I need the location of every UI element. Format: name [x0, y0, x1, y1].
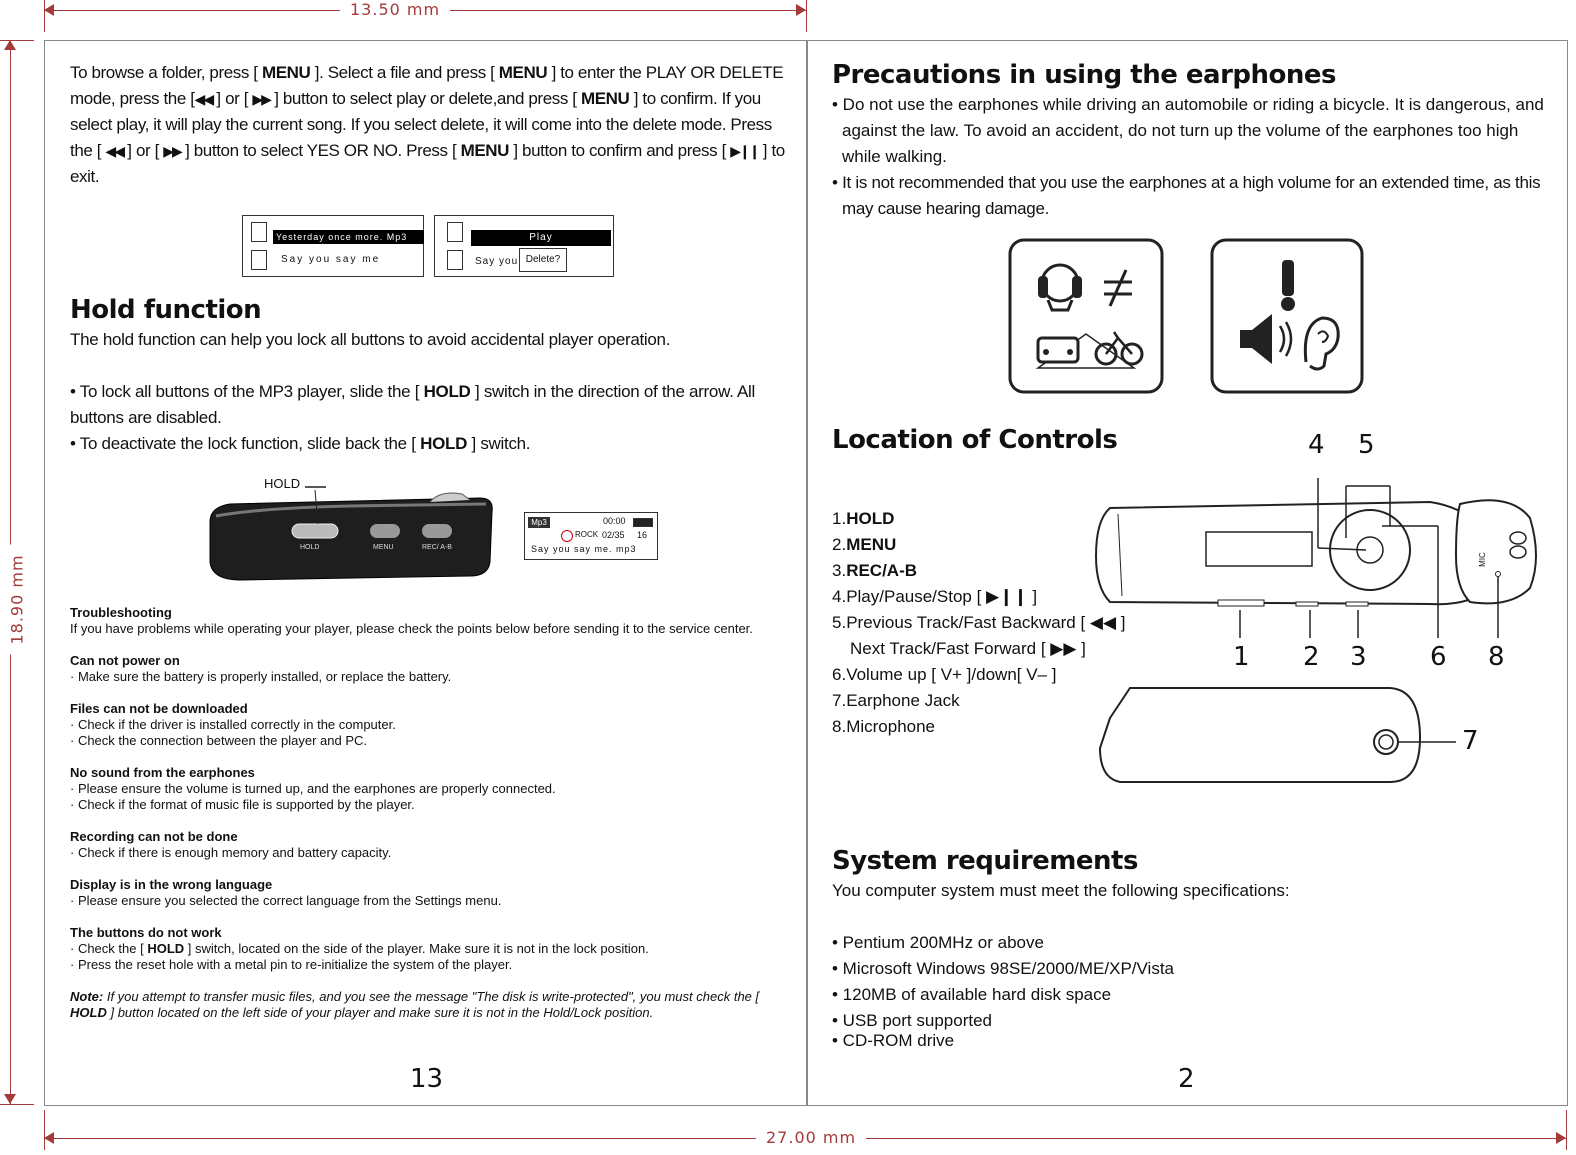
dim-tick: [806, 0, 807, 32]
lcd-screen-locked: [524, 512, 658, 560]
hold-bullet-lock: • To lock all buttons of the MP3 player, slide the [ HOLD ] switch in the direction of the arrow. All buttons are disabled.: [70, 382, 756, 427]
arrow-right-icon: [1556, 1132, 1566, 1144]
callout-5: 5: [1358, 430, 1375, 460]
precaution-driving: • Do not use the earphones while driving an automobile or riding a bicycle. It is dangerous, and against the law. To avoid an accident, do not turn up the volume of the earphones too high while walking.: [832, 95, 1544, 166]
hold-description: The hold function can help you lock all buttons to avoid accidental player operation.: [70, 330, 671, 349]
arrow-left-icon: [44, 1132, 54, 1144]
precautions-title: Precautions in using the earphones: [832, 60, 1336, 90]
callout-2: 2: [1303, 642, 1320, 672]
player-side-illustration: [200, 472, 500, 584]
dim-tick: [0, 40, 34, 41]
lcd-track: 02/35: [602, 530, 625, 540]
left-page-number: 13: [410, 1064, 444, 1094]
dim-tick: [0, 1104, 34, 1105]
system-item: • USB port supported: [832, 1011, 992, 1030]
lcd-eq: ROCK: [575, 530, 599, 539]
callout-6: 6: [1430, 642, 1447, 672]
dim-tick: [44, 1110, 45, 1150]
lcd-time: 00:00: [603, 516, 626, 526]
mic-label: MIC: [1477, 552, 1487, 567]
lock-icon: [561, 530, 573, 542]
system-item: • Microsoft Windows 98SE/2000/ME/XP/Vista: [832, 959, 1175, 978]
device-label-rec: REC/ A-B: [422, 544, 452, 551]
file-icon: [447, 250, 463, 270]
callout-1: 1: [1233, 642, 1250, 672]
control-item: Next Track/Fast Forward [ ▶▶ ]: [850, 639, 1086, 658]
previous-icon: ◀◀: [194, 91, 213, 107]
system-item: • CD-ROM drive: [832, 1031, 955, 1050]
right-page-number: 2: [1178, 1064, 1195, 1094]
system-description: You computer system must meet the following specifications:: [832, 881, 1290, 900]
lcd-row: Say you: [475, 256, 519, 267]
ts-power: Can not power on · Make sure the battery is properly installed, or replace the battery.: [70, 653, 452, 684]
lcd-row-selected: Yesterday once more. Mp3: [273, 230, 424, 244]
control-item: 3.REC/A-B: [832, 561, 918, 580]
lcd-menu-delete: Delete?: [519, 248, 567, 272]
bottom-dimension-label: 27.00 mm: [756, 1128, 866, 1147]
hold-title: Hold function: [70, 295, 262, 325]
file-icon: [251, 250, 267, 270]
dim-tick: [1566, 1110, 1567, 1150]
lcd-song: Say you say me. mp3: [531, 544, 637, 554]
lcd-volume: 16: [637, 530, 648, 540]
battery-icon: [633, 518, 653, 527]
system-section: [832, 846, 1547, 1054]
folder-icon: [251, 222, 267, 242]
arrow-up-icon: [4, 40, 16, 50]
left-dimension-label: 18.90 mm: [8, 544, 27, 654]
lcd-row: Say you say me: [281, 254, 381, 265]
dim-tick: [44, 0, 45, 32]
controls-title: Location of Controls: [832, 425, 1118, 455]
callout-7: 7: [1462, 726, 1479, 756]
control-item: 1.HOLD: [832, 509, 895, 528]
no-earphones-driving-icon: [1008, 238, 1164, 394]
previous-icon: ◀◀: [105, 143, 123, 159]
callout-4: 4: [1308, 430, 1325, 460]
device-label-hold: HOLD: [300, 544, 320, 551]
precaution-volume: • It is not recommended that you use the earphones at a high volume for an extended time, as this may cause hearing damage.: [832, 173, 1541, 218]
control-item: 4.Play/Pause/Stop [ ▶❙❙ ]: [832, 587, 1038, 606]
arrow-left-icon: [44, 4, 54, 16]
control-item: 5.Previous Track/Fast Backward [ ◀◀ ]: [832, 613, 1126, 632]
hold-bullet-unlock: • To deactivate the lock function, slide back the [ HOLD ] switch.: [70, 434, 531, 453]
device-label-menu: MENU: [373, 544, 394, 551]
top-dimension-label: 13.50 mm: [340, 0, 450, 19]
control-item: 8.Microphone: [832, 717, 936, 736]
hold-arrow-label: HOLD: [264, 476, 301, 491]
troubleshooting-section: [70, 605, 790, 1021]
control-item: 2.MENU: [832, 535, 897, 554]
lcd-format: Mp3: [528, 517, 550, 528]
arrow-down-icon: [4, 1094, 16, 1104]
hold-section: [70, 295, 790, 457]
troubleshooting-intro: If you have problems while operating your player, please check the points below before sending it to the service center.: [70, 621, 753, 636]
play-pause-icon: ▶❙❙: [730, 143, 759, 159]
ts-sound: No sound from the earphones · Please ensure the volume is turned up, and the earphones are properly connected. · Check if the format of music file is supported by the player.: [70, 765, 556, 812]
callout-8: 8: [1488, 642, 1505, 672]
precautions-section: [832, 60, 1547, 222]
next-icon: ▶▶: [163, 143, 181, 159]
system-title: System requirements: [832, 846, 1138, 876]
system-item: • Pentium 200MHz or above: [832, 933, 1044, 952]
lcd-menu-play: Play: [471, 230, 611, 246]
system-item: • 120MB of available hard disk space: [832, 985, 1112, 1004]
troubleshooting-title: Troubleshooting: [70, 605, 172, 620]
folder-icon: [447, 222, 463, 242]
write-protect-note: Note: If you attempt to transfer music files, and you see the message "The disk is write-protected", you must check the [ HOLD ] button located on the left side of your player and make sure it is not in the Hold/Lock position.: [70, 989, 760, 1020]
hearing-damage-warning-icon: [1210, 238, 1364, 394]
ts-recording: Recording can not be done · Check if there is enough memory and battery capacity.: [70, 829, 392, 860]
ts-buttons: The buttons do not work · Check the [ HOLD ] switch, located on the side of the player. Make sure it is not in the lock position. · Press the reset hole with a metal pin to re-initialize the system of the player.: [70, 925, 649, 972]
callout-3: 3: [1350, 642, 1367, 672]
next-icon: ▶▶: [252, 91, 270, 107]
lcd-screen-browse: [242, 215, 424, 277]
browse-instructions: To browse a folder, press [ MENU ]. Select a file and press [ MENU ] to enter the PLAY OR DELETE mode, press the [◀◀ ] or [ ▶▶ ] button to select play or delete,and press [ MENU ] to confirm. If you select play, it will play the current song. If you select delete, it will come into the delete mode. Press the [ ◀◀ ] or [ ▶▶ ] button to select YES OR NO. Press [ MENU ] button to confirm and press [ ▶❙❙ ] to exit.: [70, 63, 785, 186]
control-item: 7.Earphone Jack: [832, 691, 960, 710]
ts-download: Files can not be downloaded · Check if the driver is installed correctly in the computer. · Check the connection between the player and PC.: [70, 701, 396, 748]
arrow-right-icon: [796, 4, 806, 16]
control-item: 6.Volume up [ V+ ]/down[ V– ]: [832, 665, 1057, 684]
lcd-screen-play-delete: [434, 215, 614, 277]
ts-language: Display is in the wrong language · Please ensure you selected the correct language from the Settings menu.: [70, 877, 502, 908]
